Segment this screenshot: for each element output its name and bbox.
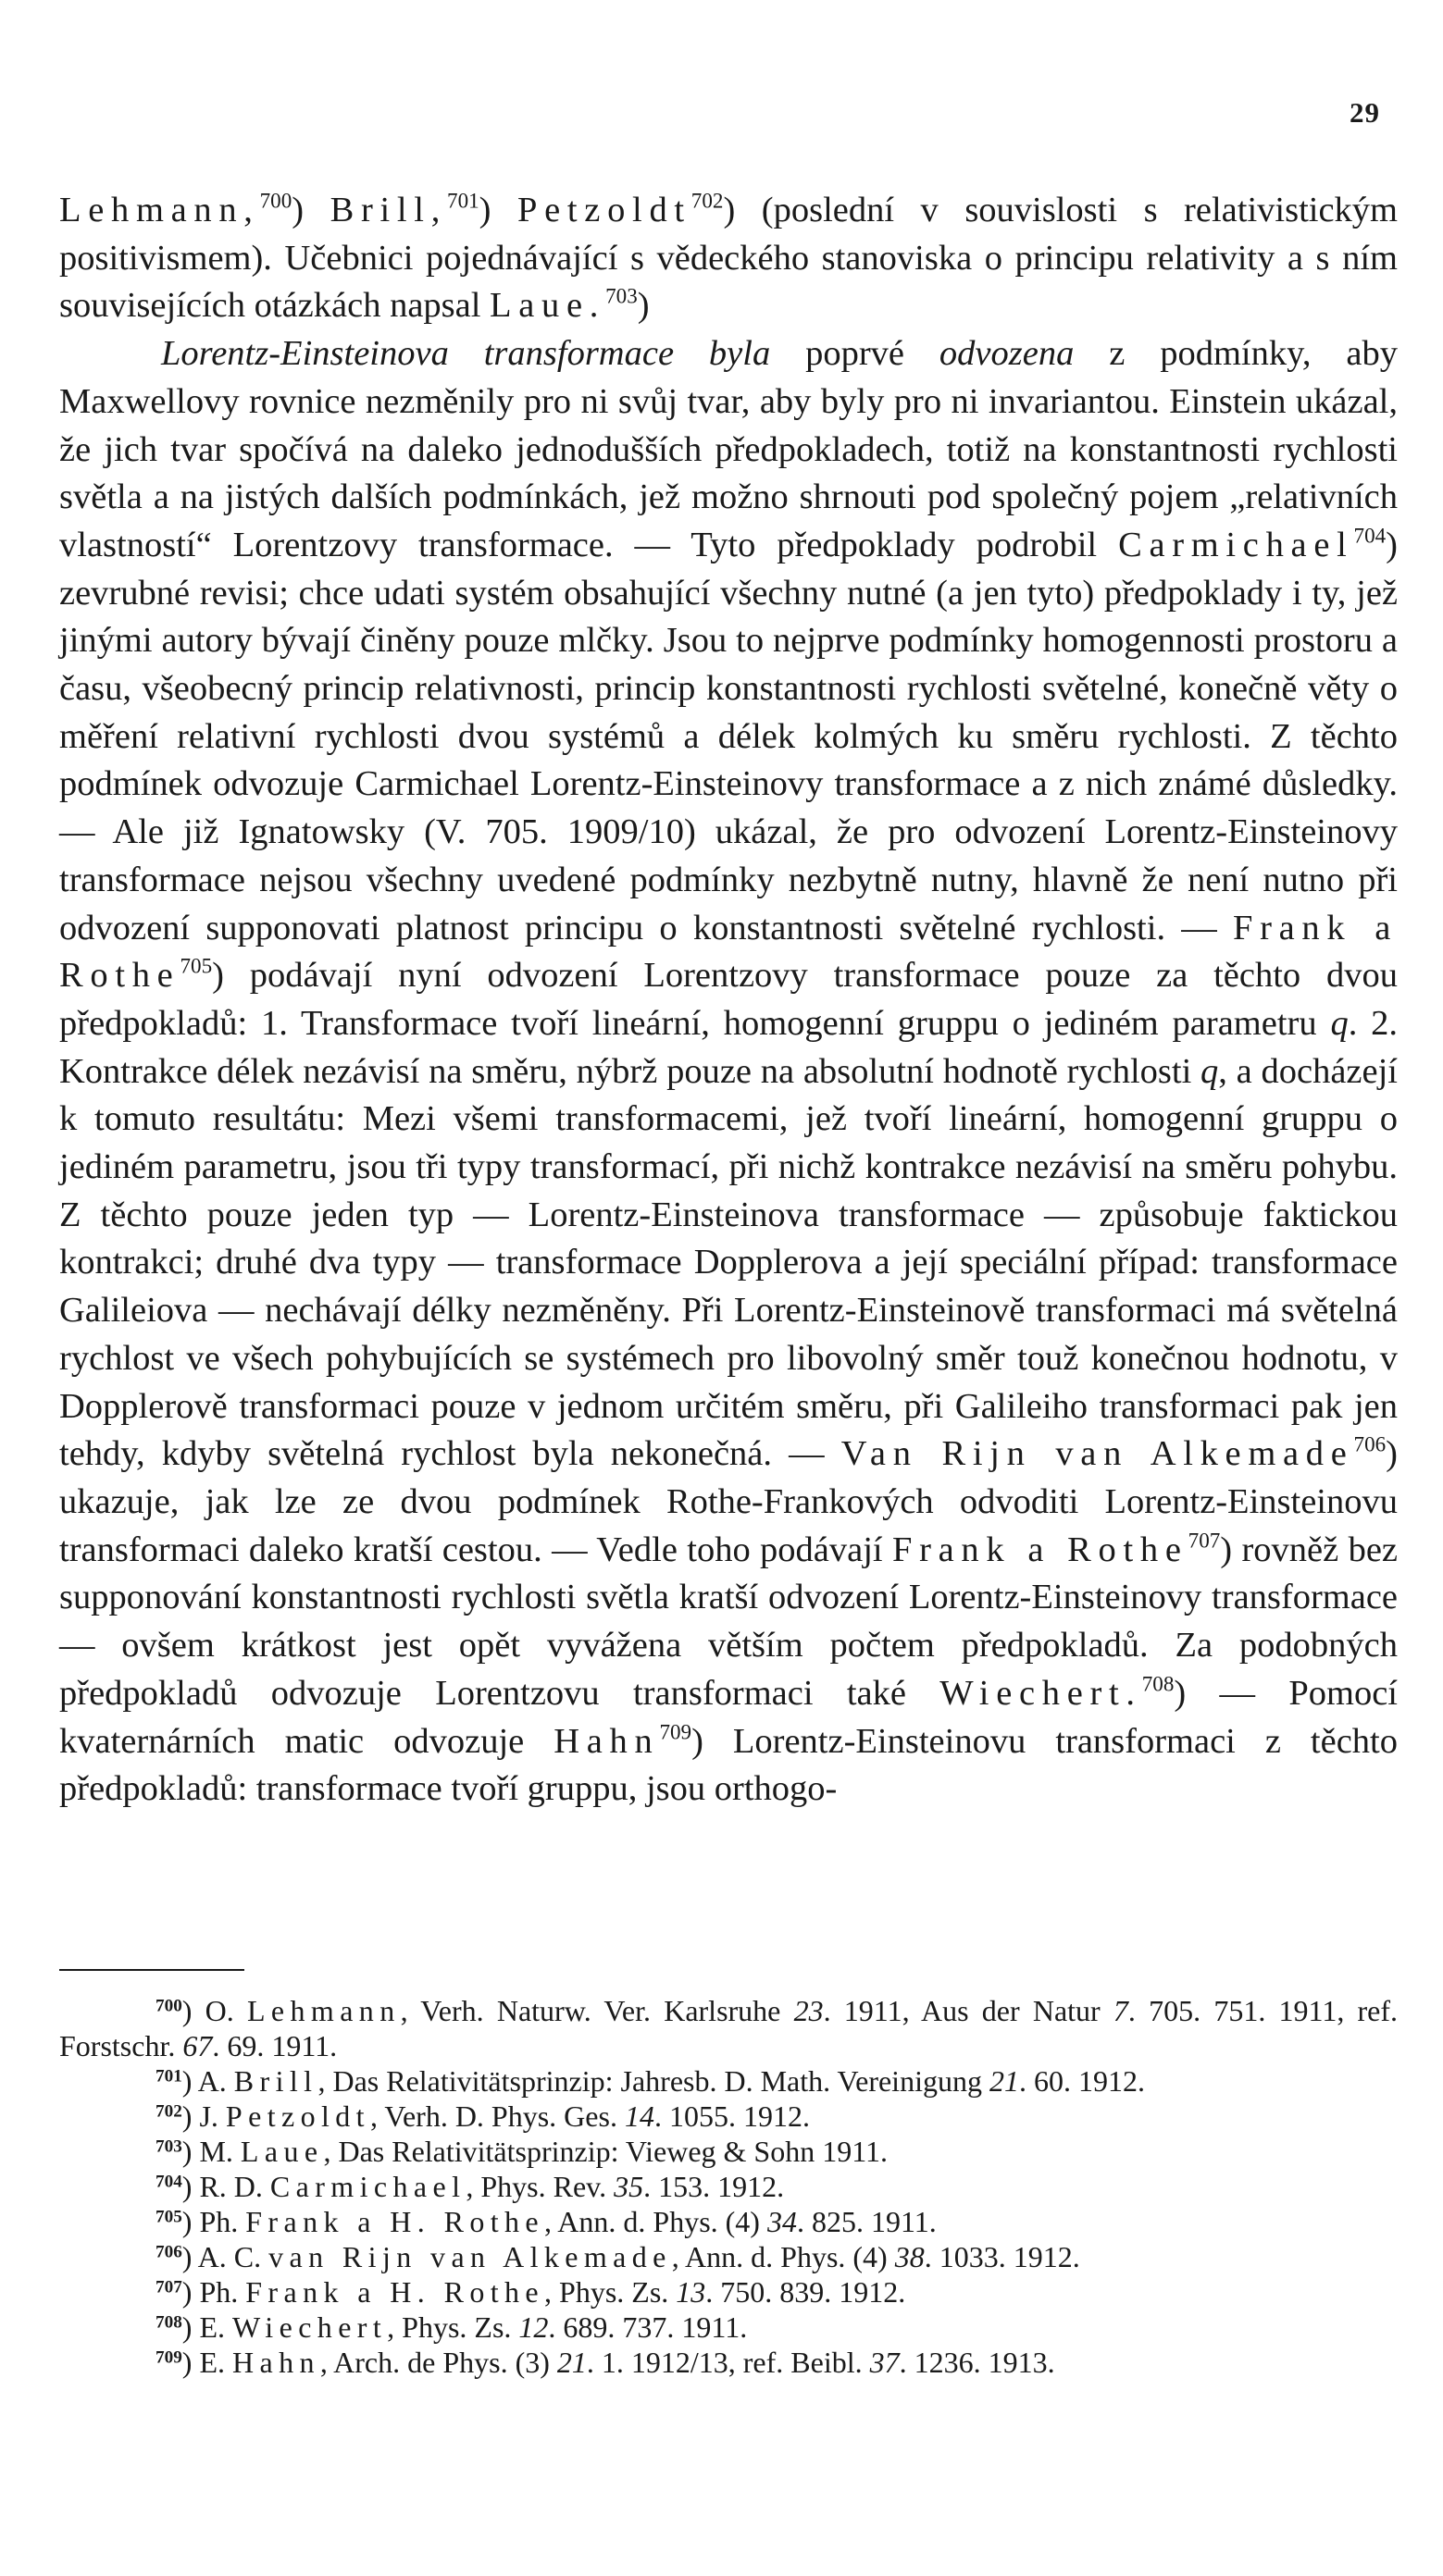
footnote-text: ) M. xyxy=(181,2135,241,2168)
text-run: ) (poslední v souvislosti s relativistickým positivismem). Učebnici pojednávající s vědeckého stanoviska o principu relativity a s ním souvisejících otázkách napsal xyxy=(59,191,1398,326)
footnote-text: . 1911, Aus der Natur xyxy=(823,1994,1113,2027)
footnote-text: ) O. xyxy=(181,1994,247,2027)
footnote-volume: 23 xyxy=(793,1994,824,2027)
footnote-text: , Das Relativitätsprinzip: Jahresb. D. Math. Vereinigung xyxy=(317,2064,989,2098)
footnote-item xyxy=(59,2204,1398,2239)
footnote-number: 700 xyxy=(155,1996,182,2016)
footnote-item xyxy=(59,2239,1398,2274)
emphasis-text: odvozena xyxy=(939,334,1075,374)
footnote-volume: 13 xyxy=(676,2275,706,2309)
footnote-item xyxy=(59,2134,1398,2169)
footnote-text: , Arch. de Phys. (3) xyxy=(319,2346,557,2379)
footnote-volume: 37 xyxy=(869,2346,900,2379)
footnote-text: . 153. 1912. xyxy=(643,2170,785,2203)
footnote-volume: 34 xyxy=(766,2205,797,2238)
footnote-author: Laue xyxy=(240,2135,324,2168)
footnote-volume: 21 xyxy=(989,2064,1019,2098)
footnote-text: ) J. xyxy=(181,2099,226,2133)
footnote-author: Petzoldt xyxy=(225,2099,370,2133)
footnote-ref: 705 xyxy=(180,953,213,978)
footnote-author: Frank a H. Rothe xyxy=(245,2205,545,2238)
footnote-number: 704 xyxy=(155,2172,182,2192)
footnote-item xyxy=(59,2169,1398,2204)
footnote-number: 708 xyxy=(155,2312,182,2333)
text-run: poprvé xyxy=(770,334,939,374)
footnote-author: Wiechert xyxy=(231,2310,388,2344)
body-text xyxy=(59,187,1398,1814)
footnote-text: ) E. xyxy=(181,2346,232,2379)
footnote-ref: 704 xyxy=(1353,523,1387,548)
footnote-item xyxy=(59,2063,1398,2099)
footnote-ref: 709 xyxy=(659,1719,692,1744)
footnote-author: Frank a H. Rothe xyxy=(245,2275,545,2309)
footnote-text: ) R. D. xyxy=(181,2170,270,2203)
footnote-number: 706 xyxy=(155,2242,182,2262)
footnote-ref: 701 xyxy=(447,188,479,213)
footnote-number: 702 xyxy=(155,2101,182,2122)
author-name: Brill, xyxy=(330,191,448,229)
footnote-text: , Ann. d. Phys. (4) xyxy=(671,2240,895,2273)
text-run: , a docházejí k tomuto resultátu: Mezi všemi transformacemi, jež tvoří lineární, homogenní gruppu o jediném parametru, jsou tři typy transformací, při nichž kontrakce nezávisí na směru pohybu. Z těchto pouze jeden typ — Lorentz-Einsteinova transformace — způsobuje faktickou kontrakci; druhé dva typy — transformace Dopplerova a její speciální případ: transformace Galileiova — nechávají délky nezměněny. Při Lorentz-Einsteinově transformaci má světelná rychlost ve všech pohybujících se systémech pro libovolný směr touž konečnou hodnotu, v Dopplerově transformaci pouze v jednom určitém směru, při Galileiho transformaci pak jen tehdy, kdyby světelná rychlost byla nekonečná. — xyxy=(59,1051,1398,1474)
text-run: ) xyxy=(637,286,650,326)
footnote-text: . 750. 839. 1912. xyxy=(705,2275,906,2309)
footnote-ref: 702 xyxy=(690,188,724,213)
footnote-text: , Verh. Naturw. Ver. Karlsruhe xyxy=(400,1994,794,2027)
footnote-rule xyxy=(59,1969,244,1971)
author-name: Frank a Rothe xyxy=(891,1530,1188,1569)
footnote-text: , Das Relativitätsprinzip: Vieweg & Sohn 1911. xyxy=(323,2135,889,2168)
footnote-author: Carmichael xyxy=(269,2170,466,2203)
footnote-volume: 38 xyxy=(894,2240,925,2273)
footnote-text: ) Ph. xyxy=(181,2275,246,2309)
footnote-text: ) A. C. xyxy=(181,2240,269,2273)
author-name: Lehmann, xyxy=(59,191,260,229)
footnote-author: Brill xyxy=(233,2064,318,2098)
text-run: ) — Pomocí kvaternárních matic odvozuje xyxy=(59,1673,1398,1761)
footnote-ref: 706 xyxy=(1353,1431,1387,1456)
footnote-author: van Rijn van Alkemade xyxy=(268,2240,672,2273)
paragraph-1 xyxy=(59,187,1398,330)
footnote-item xyxy=(59,2099,1398,2134)
footnote-text: . 60. 1912. xyxy=(1018,2064,1145,2098)
footnote-text: ) A. xyxy=(181,2064,234,2098)
footnotes xyxy=(59,1993,1398,2380)
text-run: ) rovněž bez supponování konstantnosti rychlosti světla kratší odvození Lorentz-Einsteinovy transformace — ovšem krátkost jest opět vyvážena větším počtem předpokladů. Za podobných předpokladů odvozuje Lorentzovu transformaci také xyxy=(59,1530,1398,1713)
footnote-author: Hahn xyxy=(231,2346,320,2379)
footnote-item xyxy=(59,2274,1398,2310)
author-name: Hahn xyxy=(554,1721,660,1761)
footnote-volume: 14 xyxy=(624,2099,654,2133)
text-run: . 2. Kontrakce délek nezávisí na směru, nýbrž pouze na absolutní hodnotě rychlosti xyxy=(59,1003,1399,1091)
footnote-text: ) Ph. xyxy=(181,2205,246,2238)
footnote-text: , Ann. d. Phys. (4) xyxy=(544,2205,767,2238)
footnote-volume: 7 xyxy=(1113,1994,1128,2027)
author-name: Petzoldt xyxy=(517,191,691,229)
author-name: Laue. xyxy=(490,286,606,326)
footnote-ref: 708 xyxy=(1141,1671,1175,1696)
paragraph-2 xyxy=(59,330,1398,1814)
footnote-number: 703 xyxy=(155,2136,182,2157)
author-name: Wiechert. xyxy=(939,1673,1142,1713)
footnote-text: . 1055. 1912. xyxy=(653,2099,810,2133)
footnote-ref: 703 xyxy=(605,284,638,309)
footnote-text: ) E. xyxy=(181,2310,232,2344)
text-run: ) xyxy=(479,191,491,229)
footnote-item xyxy=(59,1993,1398,2063)
footnote-author: Lehmann xyxy=(246,1994,401,2027)
author-name: Frank a Rothe xyxy=(59,908,1398,996)
footnote-volume: 12 xyxy=(518,2310,549,2344)
footnote-number: 709 xyxy=(155,2347,182,2368)
footnote-text: . 1. 1912/13, ref. Beibl. xyxy=(586,2346,870,2379)
text-run: ) zevrubné revisi; chce udati systém obsahující všechny nutné (a jen tyto) předpoklady i ty, jež jinými autory bývají činěny pouze mlčky. Jsou to nejprve podmínky homogennosti prostoru a času, všeobecný princip relativnosti, princip konstantnosti rychlosti světelné, konečně věty o měření relativní rychlosti dvou systémů a délek kolmých ku směru rychlosti. Z těchto podmínek odvozuje Carmichael Lorentz-Einsteinovy transformace a z nich známé důsledky. — Ale již Ignatowsky (V. 705. 1909/10) ukázal, že pro odvození Lorentz-Einsteinovy transformace nejsou všechny uvedené podmínky nezbytně nutny, hlavně že není nutno při odvození supponovati platnost principu o konstantnosti světelné rychlosti. — xyxy=(59,525,1398,947)
footnote-volume: 67 xyxy=(182,2029,213,2062)
footnote-volume: 21 xyxy=(556,2346,587,2379)
footnote-text: . 705. 751. 1911, ref. Forstschr. xyxy=(59,1994,1399,2062)
text-run: ) ukazuje, jak lze ze dvou podmínek Rothe-Frankových odvoditi Lorentz-Einsteinovu transformaci daleko kratší cestou. — Vedle toho podávají xyxy=(59,1434,1398,1569)
footnote-ref: 707 xyxy=(1188,1528,1221,1553)
footnote-text: , Verh. D. Phys. Ges. xyxy=(369,2099,625,2133)
text-run: ) podávají nyní odvození Lorentzovy transformace pouze za těchto dvou předpokladů: 1. Transformace tvoří lineární, homogenní gruppu o jediném parametru xyxy=(59,956,1398,1043)
footnote-item xyxy=(59,2345,1398,2380)
text-run: z podmínky, aby Maxwellovy rovnice nezměnily pro ni svůj tvar, aby byly pro ni invariantou. Einstein ukázal, že jich tvar spočívá na daleko jednodušších předpokladech, totiž na konstantnosti rychlosti světla a na jistých dalších podmínkách, jež možno shrnouti pod společný pojem „relativních vlastností“ Lorentzovy transformace. — Tyto předpoklady podrobil xyxy=(59,334,1398,564)
footnote-item xyxy=(59,2310,1398,2345)
page-number: 29 xyxy=(1350,96,1380,129)
footnote-volume: 35 xyxy=(614,2170,644,2203)
author-name: Carmichael xyxy=(1118,525,1354,564)
author-name: Van Rijn van Alkemade xyxy=(840,1434,1354,1474)
footnote-text: . 825. 1911. xyxy=(796,2205,937,2238)
text-run: ) Lorentz-Einsteinovu transformaci z těchto předpokladů: transformace tvoří gruppu, jsou orthogo- xyxy=(59,1721,1398,1809)
footnote-text: . 1236. 1913. xyxy=(899,2346,1055,2379)
footnote-text: , Phys. Rev. xyxy=(466,2170,615,2203)
emphasis-text: Lorentz-Einsteinova transformace byla xyxy=(161,334,771,374)
footnote-text: . 689. 737. 1911. xyxy=(548,2310,748,2344)
footnote-text: . 1033. 1912. xyxy=(924,2240,1080,2273)
footnote-text: , Phys. Zs. xyxy=(387,2310,519,2344)
footnote-text: . 69. 1911. xyxy=(212,2029,338,2062)
footnote-ref: 700 xyxy=(259,188,292,213)
footnote-text: , Phys. Zs. xyxy=(544,2275,677,2309)
footnote-number: 705 xyxy=(155,2207,182,2227)
footnote-number: 701 xyxy=(155,2066,182,2087)
footnote-number: 707 xyxy=(155,2277,182,2297)
math-variable: q xyxy=(1200,1051,1219,1091)
math-variable: q xyxy=(1330,1003,1349,1043)
text-run: ) xyxy=(292,191,305,229)
